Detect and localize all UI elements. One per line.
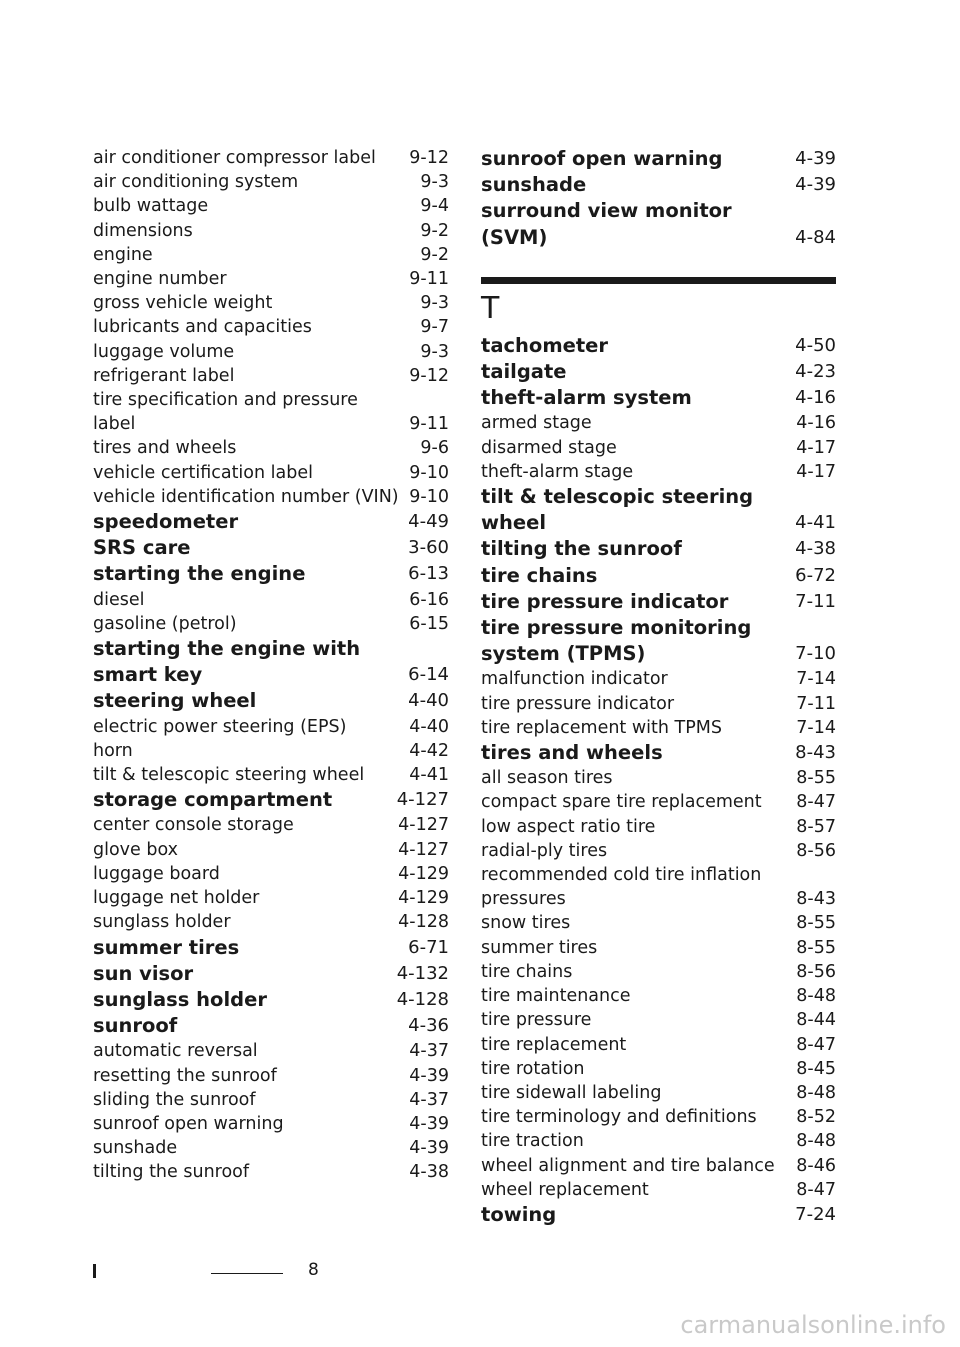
index-column-left	[93, 146, 449, 1185]
entry-text: vehicle identification number (VIN)	[93, 486, 399, 507]
section-letter: T	[481, 290, 500, 326]
entry-page-ref: 8-48	[796, 1131, 836, 1152]
entry-page-ref: 8-47	[796, 1179, 836, 1200]
entry-text: disarmed stage	[481, 437, 617, 458]
entry-page-ref: 4-128	[398, 912, 449, 933]
index-entry-main[interactable]	[481, 146, 836, 172]
index-entry-sub[interactable]	[481, 960, 836, 984]
index-entry-sub[interactable]	[93, 388, 449, 436]
index-entry-sub[interactable]	[481, 1081, 836, 1105]
index-entry-sub[interactable]	[93, 612, 449, 636]
entry-page-ref: 4-84	[795, 226, 836, 248]
entry-page-ref: 4-37	[409, 1041, 449, 1062]
entry-page-ref: 7-14	[796, 717, 836, 738]
entry-text: armed stage	[481, 413, 592, 434]
index-entry-sub[interactable]	[93, 588, 449, 612]
entry-text: tailgate	[481, 360, 567, 384]
entry-text: luggage volume	[93, 341, 235, 362]
index-entry-sub[interactable]	[93, 315, 449, 339]
entry-text: starting the engine with smart key	[93, 637, 361, 687]
entry-text: surround view monitor (SVM)	[481, 199, 732, 249]
index-entry-sub[interactable]	[93, 1064, 449, 1088]
entry-text: wheel replacement	[481, 1179, 649, 1200]
entry-page-ref: 9-6	[420, 438, 449, 459]
entry-text: SRS care	[93, 536, 191, 560]
index-entry-sub[interactable]	[481, 815, 836, 839]
entry-page-ref: 6-14	[408, 664, 449, 686]
entry-page-ref: 9-11	[409, 269, 449, 290]
entry-page-ref: 4-36	[408, 1015, 449, 1037]
entry-text: engine	[93, 244, 153, 265]
entry-text: lubricants and capacities	[93, 317, 312, 338]
index-entry-sub[interactable]	[481, 1033, 836, 1057]
index-entry-sub[interactable]	[481, 436, 836, 460]
entry-text: sunshade	[481, 173, 587, 197]
entry-page-ref: 4-129	[398, 863, 449, 884]
entry-text: tire chains	[481, 563, 598, 587]
index-entry-sub[interactable]	[93, 243, 449, 267]
index-entry-sub[interactable]	[481, 766, 836, 790]
index-entry-sub[interactable]	[93, 146, 449, 170]
index-entry-main[interactable]	[93, 787, 449, 813]
entry-text: gross vehicle weight	[93, 293, 273, 314]
entry-text: tires and wheels	[93, 438, 237, 459]
entry-page-ref: 7-10	[795, 643, 836, 665]
entry-page-ref: 8-48	[796, 986, 836, 1007]
watermark: carmanualsonline.info	[680, 1311, 946, 1339]
index-entry-sub[interactable]	[93, 436, 449, 460]
entry-page-ref: 4-16	[796, 413, 836, 434]
entry-page-ref: 4-17	[796, 437, 836, 458]
index-entry-main[interactable]	[481, 563, 836, 589]
index-entry-sub[interactable]	[481, 460, 836, 484]
entry-text: tire rotation	[481, 1058, 585, 1079]
index-entry-sub[interactable]	[93, 1039, 449, 1063]
entry-text: gasoline (petrol)	[93, 613, 237, 634]
entry-text: tire pressure indicator	[481, 589, 729, 613]
entry-text: snow tires	[481, 913, 571, 934]
entry-text: sun visor	[93, 961, 194, 985]
entry-page-ref: 8-48	[796, 1082, 836, 1103]
entry-text: sunroof open warning	[481, 147, 723, 170]
entry-text: malfunction indicator	[481, 669, 668, 690]
entry-text: air conditioning system	[93, 172, 299, 193]
footer-rule	[211, 1273, 283, 1274]
index-entry-main[interactable]	[93, 636, 449, 688]
entry-text: tire traction	[481, 1131, 584, 1152]
entry-text: summer tires	[93, 935, 240, 959]
index-entry-main[interactable]	[93, 561, 449, 587]
entry-text: tire terminology and definitions	[481, 1107, 757, 1128]
entry-page-ref: 4-132	[396, 962, 449, 984]
index-entry-sub[interactable]	[93, 340, 449, 364]
index-entry-sub[interactable]	[93, 910, 449, 934]
section-divider	[481, 277, 836, 284]
entry-page-ref: 9-7	[420, 317, 449, 338]
entry-page-ref: 8-52	[796, 1107, 836, 1128]
index-entry-main[interactable]	[93, 535, 449, 561]
index-entry-main[interactable]	[481, 1202, 836, 1228]
entry-text: low aspect ratio tire	[481, 816, 656, 837]
index-entry-sub[interactable]	[481, 936, 836, 960]
entry-page-ref: 8-45	[796, 1058, 836, 1079]
entry-page-ref: 3-60	[408, 537, 449, 559]
index-entry-main[interactable]	[481, 385, 836, 411]
index-entry-sub[interactable]	[93, 739, 449, 763]
entry-text: starting the engine	[93, 562, 306, 586]
entry-text: tire maintenance	[481, 986, 631, 1007]
index-entry-sub[interactable]	[93, 1088, 449, 1112]
section-mark-text	[93, 1260, 98, 1280]
index-entry-sub[interactable]	[481, 692, 836, 716]
entry-page-ref: 4-38	[409, 1162, 449, 1183]
index-list-right-top	[481, 146, 836, 251]
entry-page-ref: 4-41	[795, 512, 836, 534]
entry-text: sunshade	[93, 1138, 178, 1159]
entry-page-ref: 8-56	[796, 961, 836, 982]
index-entry-sub[interactable]	[481, 1178, 836, 1202]
entry-text: tire replacement with TPMS	[481, 717, 722, 738]
entry-page-ref: 4-17	[796, 461, 836, 482]
index-entry-sub[interactable]	[93, 461, 449, 485]
index-list-left	[93, 146, 449, 1185]
index-entry-main[interactable]	[481, 198, 836, 250]
entry-text: tires and wheels	[481, 741, 663, 765]
entry-text: engine number	[93, 269, 227, 290]
index-entry-sub[interactable]	[481, 411, 836, 435]
entry-page-ref: 9-10	[409, 486, 449, 507]
index-entry-main[interactable]	[481, 484, 836, 536]
index-entry-sub[interactable]	[93, 485, 449, 509]
index-entry-main[interactable]	[93, 1013, 449, 1039]
entry-page-ref: 4-41	[409, 765, 449, 786]
entry-page-ref: 9-12	[409, 365, 449, 386]
index-entry-main[interactable]	[93, 509, 449, 535]
index-entry-main[interactable]	[481, 536, 836, 562]
entry-text: summer tires	[481, 937, 598, 958]
page-footer	[93, 1260, 319, 1282]
entry-text: tilting the sunroof	[481, 537, 682, 561]
entry-text: steering wheel	[93, 689, 257, 713]
entry-page-ref: 6-13	[408, 563, 449, 585]
index-entry-main[interactable]	[481, 333, 836, 359]
entry-text: glove box	[93, 839, 178, 860]
entry-text: sunroof	[93, 1014, 178, 1038]
entry-page-ref: 8-43	[795, 742, 836, 764]
entry-page-ref: 4-39	[795, 174, 836, 196]
index-entry-sub[interactable]	[481, 790, 836, 814]
index-entry-sub[interactable]	[93, 194, 449, 218]
entry-page-ref: 8-43	[796, 889, 836, 910]
page-number: 8	[308, 1260, 319, 1280]
entry-text: compact spare tire replacement	[481, 792, 762, 813]
entry-text: tilting the sunroof	[93, 1162, 250, 1183]
entry-page-ref: 8-47	[796, 1034, 836, 1055]
entry-page-ref: 7-11	[795, 590, 836, 612]
entry-page-ref: 6-16	[409, 589, 449, 610]
entry-page-ref: 4-49	[408, 511, 449, 533]
entry-page-ref: 4-39	[409, 1113, 449, 1134]
entry-page-ref: 4-39	[409, 1138, 449, 1159]
entry-page-ref: 8-44	[796, 1010, 836, 1031]
index-entry-sub[interactable]	[481, 667, 836, 691]
entry-text: diesel	[93, 589, 145, 610]
index-entry-sub[interactable]	[481, 984, 836, 1008]
entry-text: air conditioner compressor label	[93, 148, 376, 168]
index-list-right-bottom	[481, 333, 836, 1228]
entry-page-ref: 4-37	[409, 1089, 449, 1110]
index-entry-sub[interactable]	[93, 1136, 449, 1160]
entry-page-ref: 4-39	[409, 1065, 449, 1086]
entry-page-ref: 9-11	[409, 414, 449, 435]
entry-text: theft-alarm stage	[481, 461, 634, 482]
entry-text: tire pressure	[481, 1010, 592, 1031]
entry-page-ref: 8-55	[796, 913, 836, 934]
entry-page-ref: 9-3	[420, 341, 449, 362]
entry-page-ref: 4-127	[396, 789, 449, 811]
entry-page-ref: 4-50	[795, 334, 836, 356]
index-entry-main[interactable]	[93, 935, 449, 961]
entry-text: tire sidewall labeling	[481, 1082, 662, 1103]
index-entry-main[interactable]	[93, 987, 449, 1013]
index-entry-sub[interactable]	[93, 1160, 449, 1184]
entry-page-ref: 8-57	[796, 816, 836, 837]
index-entry-sub[interactable]	[481, 863, 836, 911]
entry-page-ref: 8-55	[796, 768, 836, 789]
entry-page-ref: 4-129	[398, 888, 449, 909]
index-entry-main[interactable]	[93, 688, 449, 714]
entry-text: resetting the sunroof	[93, 1065, 277, 1086]
entry-page-ref: 6-71	[408, 936, 449, 958]
entry-page-ref: 9-12	[409, 148, 449, 168]
entry-text: automatic reversal	[93, 1041, 258, 1062]
index-entry-main[interactable]	[481, 359, 836, 385]
entry-page-ref: 9-2	[420, 220, 449, 241]
entry-page-ref: 9-10	[409, 462, 449, 483]
entry-text: tachometer	[481, 333, 609, 357]
index-entry-sub[interactable]	[481, 1129, 836, 1153]
index-entry-main[interactable]	[93, 961, 449, 987]
entry-text: towing	[481, 1202, 557, 1226]
index-entry-sub[interactable]	[481, 839, 836, 863]
index-column-right	[481, 146, 836, 1228]
index-entry-sub[interactable]	[481, 1154, 836, 1178]
entry-text: tire replacement	[481, 1034, 627, 1055]
index-entry-sub[interactable]	[93, 886, 449, 910]
entry-text: tire chains	[481, 961, 573, 982]
entry-page-ref: 4-127	[398, 815, 449, 836]
entry-text: speedometer	[93, 510, 239, 534]
index-entry-sub[interactable]	[93, 715, 449, 739]
index-entry-main[interactable]	[481, 615, 836, 667]
entry-page-ref: 4-39	[795, 148, 836, 169]
index-entry-main[interactable]	[481, 740, 836, 766]
entry-page-ref: 4-127	[398, 839, 449, 860]
index-entry-sub[interactable]	[93, 267, 449, 291]
entry-page-ref: 6-72	[795, 564, 836, 586]
index-entry-main[interactable]	[481, 589, 836, 615]
entry-page-ref: 4-38	[795, 538, 836, 560]
entry-page-ref: 7-11	[796, 693, 836, 714]
entry-page-ref: 7-24	[795, 1203, 836, 1225]
index-entry-sub[interactable]	[481, 1105, 836, 1129]
entry-text: tire pressure monitoring system (TPMS)	[481, 616, 752, 666]
index-entry-sub[interactable]	[481, 1008, 836, 1032]
index-entry-main[interactable]	[481, 172, 836, 198]
entry-text: luggage board	[93, 863, 220, 884]
entry-text: tire pressure indicator	[481, 693, 675, 714]
entry-text: sunglass holder	[93, 987, 267, 1011]
entry-page-ref: 4-23	[795, 361, 836, 383]
entry-text: all season tires	[481, 768, 613, 789]
entry-text: tire specification and pressure label	[93, 390, 358, 435]
entry-page-ref: 8-56	[796, 840, 836, 861]
index-entry-sub[interactable]	[93, 170, 449, 194]
entry-text: horn	[93, 740, 133, 761]
entry-text: recommended cold tire inflation pressures	[481, 865, 762, 910]
entry-text: tilt & telescopic steering wheel	[93, 765, 365, 786]
entry-text: electric power steering (EPS)	[93, 716, 347, 737]
entry-page-ref: 8-47	[796, 792, 836, 813]
entry-text: wheel alignment and tire balance	[481, 1155, 775, 1176]
entry-text: sunglass holder	[93, 912, 231, 933]
entry-text: sunroof open warning	[93, 1113, 284, 1134]
index-entry-sub[interactable]	[93, 364, 449, 388]
entry-page-ref: 4-40	[409, 716, 449, 737]
entry-page-ref: 7-14	[796, 669, 836, 690]
entry-page-ref: 4-128	[396, 988, 449, 1010]
index-entry-sub[interactable]	[481, 911, 836, 935]
index-entry-sub[interactable]	[93, 763, 449, 787]
entry-page-ref: 8-46	[796, 1155, 836, 1176]
entry-text: theft-alarm system	[481, 386, 692, 410]
entry-text: sliding the sunroof	[93, 1089, 256, 1110]
entry-text: center console storage	[93, 815, 294, 836]
index-entry-sub[interactable]	[481, 716, 836, 740]
entry-page-ref: 4-42	[409, 740, 449, 761]
entry-text: radial-ply tires	[481, 840, 608, 861]
index-entry-sub[interactable]	[93, 813, 449, 837]
entry-text: dimensions	[93, 220, 193, 241]
index-entry-sub[interactable]	[481, 1057, 836, 1081]
entry-page-ref: 4-16	[795, 387, 836, 409]
index-entry-sub[interactable]	[93, 838, 449, 862]
entry-text: vehicle certification label	[93, 462, 313, 483]
entry-text: tilt & telescopic steering wheel	[481, 485, 754, 535]
entry-page-ref: 9-2	[420, 244, 449, 265]
entry-page-ref: 9-3	[420, 293, 449, 314]
entry-page-ref: 9-3	[420, 172, 449, 193]
index-entry-sub[interactable]	[93, 1112, 449, 1136]
index-entry-sub[interactable]	[93, 862, 449, 886]
entry-page-ref: 6-15	[409, 613, 449, 634]
index-entry-sub[interactable]	[93, 219, 449, 243]
entry-text: storage compartment	[93, 788, 333, 812]
entry-page-ref: 9-4	[420, 196, 449, 217]
entry-page-ref: 4-40	[408, 690, 449, 712]
entry-text: refrigerant label	[93, 365, 235, 386]
index-entry-sub[interactable]	[93, 291, 449, 315]
entry-text: bulb wattage	[93, 196, 209, 217]
entry-page-ref: 8-55	[796, 937, 836, 958]
entry-text: luggage net holder	[93, 888, 260, 909]
